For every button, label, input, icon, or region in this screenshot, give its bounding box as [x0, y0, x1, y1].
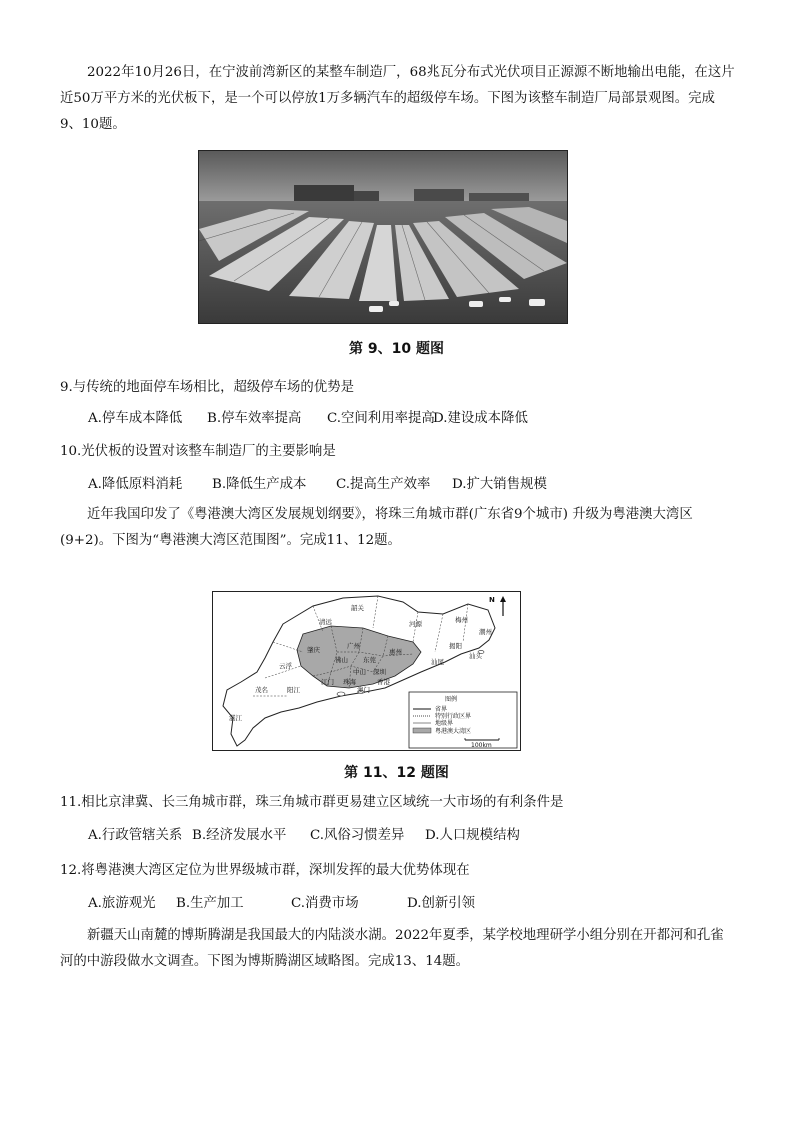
question-12-stem: 12.将粤港澳大湾区定位为世界级城市群，深圳发挥的最大优势体现在 [60, 863, 470, 878]
label-maoming: 茂名 [255, 686, 268, 694]
label-shantou: 汕头 [469, 652, 482, 660]
figure-caption-9-10: 第 9、10 题图 [349, 341, 444, 357]
svg-text:N: N [489, 596, 495, 604]
map-legend [409, 692, 517, 749]
solar-carport-photo [198, 150, 568, 324]
label-zhongshan: 中山 [353, 668, 366, 676]
svg-text:特别行政区界: 特别行政区界 [435, 713, 472, 720]
label-chaozhou: 潮州 [479, 628, 492, 636]
label-zhanjiang: 湛江 [229, 714, 242, 722]
question-11-options [88, 826, 520, 846]
label-jiangmen: 江门 [321, 678, 334, 686]
q12-option-d[interactable]: D.创新引领 [407, 896, 476, 911]
q11-option-a[interactable]: A.行政管辖关系 [88, 828, 183, 843]
label-guangzhou: 广州 [347, 642, 360, 650]
q12-option-b[interactable]: B.生产加工 [176, 896, 244, 911]
label-yangjiang: 阳江 [287, 686, 300, 694]
label-shenzhen: 深圳 [373, 668, 386, 676]
q12-option-c[interactable]: C.消费市场 [291, 896, 359, 911]
greater-bay-area-map [212, 591, 521, 751]
label-foshan: 佛山 [335, 656, 348, 664]
label-jieyang: 揭阳 [449, 642, 462, 650]
label-huizhou: 惠州 [389, 648, 402, 656]
north-arrow-icon [489, 596, 506, 616]
label-hongkong: 香港 [377, 678, 390, 686]
q10-option-a[interactable]: A.降低原料消耗 [88, 477, 183, 492]
question-11-stem: 11.相比京津冀、长三角城市群，珠三角城市群更易建立区域统一大市场的有利条件是 [60, 795, 564, 810]
label-zhuhai: 珠海 [343, 678, 356, 686]
label-qingyuan: 清远 [319, 618, 332, 626]
q10-option-b[interactable]: B.降低生产成本 [212, 477, 307, 492]
svg-text:省界: 省界 [435, 706, 448, 713]
svg-text:地级界: 地级界 [435, 720, 454, 727]
q10-option-d[interactable]: D.扩大销售规模 [452, 477, 547, 492]
question-10-options [88, 475, 547, 495]
q11-option-d[interactable]: D.人口规模结构 [425, 828, 520, 843]
q9-option-d[interactable]: D.建设成本降低 [433, 411, 528, 426]
label-macau: 澳门 [357, 686, 370, 694]
label-meizhou: 梅州 [455, 616, 468, 624]
question-10-stem: 10.光伏板的设置对该整车制造厂的主要影响是 [60, 444, 336, 459]
q11-option-c[interactable]: C.风俗习惯差异 [310, 828, 405, 843]
q12-option-a[interactable]: A.旅游观光 [88, 896, 156, 911]
q11-option-b[interactable]: B.经济发展水平 [192, 828, 287, 843]
label-zhaoqing: 肇庆 [307, 646, 320, 654]
figure-caption-11-12: 第 11、12 题图 [344, 765, 449, 781]
intro-paragraph-9-10: 2022年10月26日，在宁波前湾新区的某整车制造厂，68兆瓦分布式光伏项目正源源不断地输出电能，在这片近50万平方米的光伏板下，是一个可以停放1万多辆汽车的超级停车场。下图为该整车制造厂局部景观图。完成9、10题。 [60, 65, 735, 132]
intro-paragraph-13-14: 新疆天山南麓的博斯腾湖是我国最大的内陆淡水湖。2022年夏季，某学校地理研学小组分别在开都河和孔雀河的中游段做水文调查。下图为博斯腾湖区域略图。完成13、14题。 [60, 928, 724, 969]
q9-option-a[interactable]: A.停车成本降低 [88, 411, 183, 426]
scale-bar-label: 100km [471, 742, 492, 749]
label-shanwei: 汕尾 [431, 658, 444, 666]
label-dongguan: 东莞 [363, 656, 376, 664]
question-9-stem: 9.与传统的地面停车场相比，超级停车场的优势是 [60, 380, 354, 395]
question-9-options [88, 409, 528, 429]
intro-paragraph-11-12: 近年我国印发了《粤港澳大湾区发展规划纲要》，将珠三角城市群(广东省9个城市) 升级为粤港澳大湾区(9+2)。下图为“粤港澳大湾区范围图”。完成11、12题。 [60, 507, 693, 548]
q9-option-b[interactable]: B.停车效率提高 [207, 411, 302, 426]
q10-option-c[interactable]: C.提高生产效率 [336, 477, 431, 492]
svg-text:粤港澳大湾区: 粤港澳大湾区 [435, 728, 472, 735]
svg-text:图例: 图例 [445, 696, 458, 703]
label-yunfu: 云浮 [279, 662, 292, 670]
label-heyuan: 河源 [409, 620, 422, 628]
q9-option-c[interactable]: C.空间利用率提高 [327, 411, 435, 426]
question-12-options [88, 894, 475, 914]
label-shaoguan: 韶关 [351, 604, 364, 612]
